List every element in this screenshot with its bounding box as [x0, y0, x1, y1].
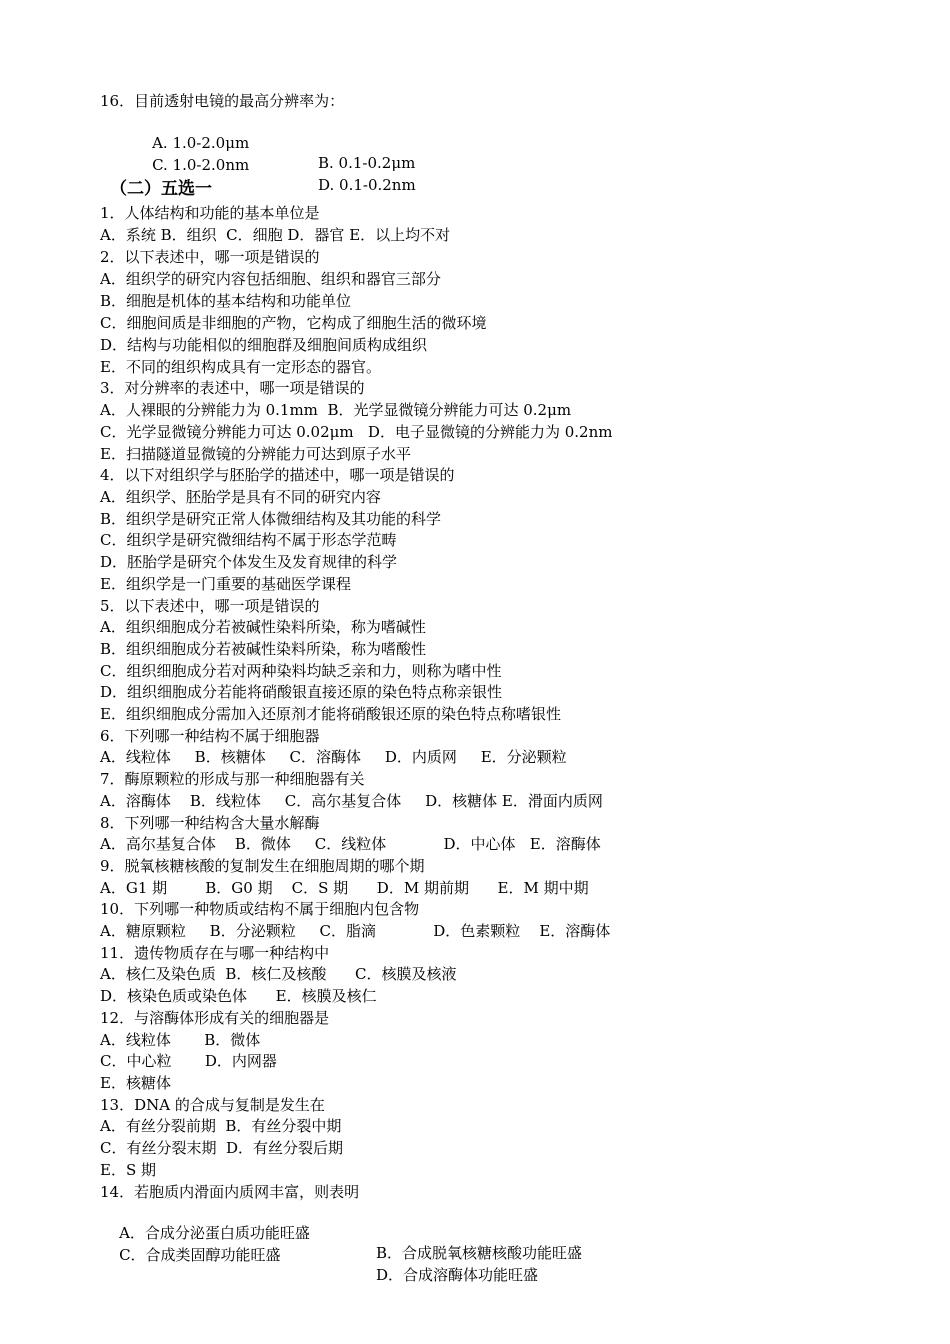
text-line: C．有丝分裂末期 D．有丝分裂后期 — [100, 1139, 344, 1157]
text-line: 2．以下表述中，哪一项是错误的 — [100, 248, 320, 266]
text-line: D．结构与功能相似的细胞群及细胞间质构成组织 — [100, 336, 428, 354]
text-line: 7．酶原颗粒的形成与那一种细胞器有关 — [100, 770, 365, 788]
text-line: E．S 期 — [100, 1161, 156, 1179]
text-line: E．不同的组织构成具有一定形态的器官。 — [100, 358, 381, 376]
text-line: 6．下列哪一种结构不属于细胞器 — [100, 727, 320, 745]
text-line: 13．DNA 的合成与复制是发生在 — [100, 1096, 325, 1114]
text-line: E．核糖体 — [100, 1074, 171, 1092]
option-a: A. 1.0-2.0μm — [152, 134, 250, 152]
text-line: 12．与溶酶体形成有关的细胞器是 — [100, 1009, 330, 1027]
option-d: D．合成溶酶体功能旺盛 — [376, 1266, 539, 1284]
text-line: 9．脱氧核糖核酸的复制发生在细胞周期的哪个期 — [100, 857, 425, 875]
section-heading: （二）五选一 — [110, 179, 212, 199]
text-line: A．高尔基复合体 B．微体 C．线粒体 D．中心体 E．溶酶体 — [100, 835, 601, 853]
text-line: A．线粒体 B．核糖体 C．溶酶体 D．内质网 E．分泌颗粒 — [100, 748, 567, 766]
text-line: B．组织细胞成分若被碱性染料所染，称为嗜酸性 — [100, 640, 427, 658]
option-c: C. 1.0-2.0nm — [152, 156, 250, 174]
text-line: A．线粒体 B．微体 — [100, 1031, 261, 1049]
text-line: 1．人体结构和功能的基本单位是 — [100, 204, 320, 222]
question-16-stem: 16．目前透射电镜的最高分辨率为： — [100, 92, 345, 110]
text-line: A．组织学、胚胎学是具有不同的研究内容 — [100, 488, 381, 506]
text-line: A．系统 B．组织 C．细胞 D．器官 E．以上均不对 — [100, 226, 451, 244]
text-line: B．细胞是机体的基本结构和功能单位 — [100, 292, 352, 310]
option-d: D. 0.1-0.2nm — [318, 176, 416, 194]
text-line: D．组织细胞成分若能将硝酸银直接还原的染色特点称亲银性 — [100, 683, 503, 701]
text-line: C．中心粒 D．内网器 — [100, 1052, 277, 1070]
option-b: B. 0.1-0.2μm — [318, 154, 416, 172]
text-line: A．溶酶体 B．线粒体 C．高尔基复合体 D．核糖体 E．滑面内质网 — [100, 792, 603, 810]
text-line: 4．以下对组织学与胚胎学的描述中，哪一项是错误的 — [100, 466, 455, 484]
text-line: A．有丝分裂前期 B．有丝分裂中期 — [100, 1117, 342, 1135]
text-line: C．组织细胞成分若对两种染料均缺乏亲和力，则称为嗜中性 — [100, 662, 502, 680]
text-line: B．组织学是研究正常人体微细结构及其功能的科学 — [100, 510, 442, 528]
text-line: 3．对分辨率的表述中，哪一项是错误的 — [100, 379, 365, 397]
text-line: 14．若胞质内滑面内质网丰富，则表明 — [100, 1183, 360, 1201]
option-a: A．合成分泌蛋白质功能旺盛 — [119, 1224, 310, 1242]
text-line: 10．下列哪一种物质或结构不属于细胞内包含物 — [100, 900, 420, 918]
text-line: E．组织细胞成分需加入还原剂才能将硝酸银还原的染色特点称嗜银性 — [100, 705, 561, 723]
text-line: C．细胞间质是非细胞的产物，它构成了细胞生活的微环境 — [100, 314, 487, 332]
text-line: E．扫描隧道显微镜的分辨能力可达到原子水平 — [100, 445, 411, 463]
text-line: D．胚胎学是研究个体发生及发育规律的科学 — [100, 553, 398, 571]
text-line: A．核仁及染色质 B．核仁及核酸 C．核膜及核液 — [100, 965, 457, 983]
text-line: A．组织细胞成分若被碱性染料所染，称为嗜碱性 — [100, 618, 426, 636]
text-line: E．组织学是一门重要的基础医学课程 — [100, 575, 351, 593]
text-line: A．糖原颗粒 B．分泌颗粒 C．脂滴 D．色素颗粒 E．溶酶体 — [100, 922, 611, 940]
text-line: 11．遗传物质存在与哪一种结构中 — [100, 944, 330, 962]
text-line: 8．下列哪一种结构含大量水解酶 — [100, 814, 320, 832]
text-line: A．人裸眼的分辨能力为 0.1mm B．光学显微镜分辨能力可达 0.2μm — [100, 401, 572, 419]
text-line: C．组织学是研究微细结构不属于形态学范畴 — [100, 531, 397, 549]
option-c: C．合成类固醇功能旺盛 — [119, 1246, 281, 1264]
text-line: D．核染色质或染色体 E．核膜及核仁 — [100, 987, 377, 1005]
text-line: 5．以下表述中，哪一项是错误的 — [100, 597, 320, 615]
text-line: A．组织学的研究内容包括细胞、组织和器官三部分 — [100, 270, 441, 288]
text-line: C．光学显微镜分辨能力可达 0.02μm D．电子显微镜的分辨能力为 0.2nm — [100, 423, 613, 441]
option-b: B．合成脱氧核糖核酸功能旺盛 — [376, 1244, 583, 1262]
text-line: A．G1 期 B．G0 期 C．S 期 D．M 期前期 E．M 期中期 — [100, 879, 589, 897]
